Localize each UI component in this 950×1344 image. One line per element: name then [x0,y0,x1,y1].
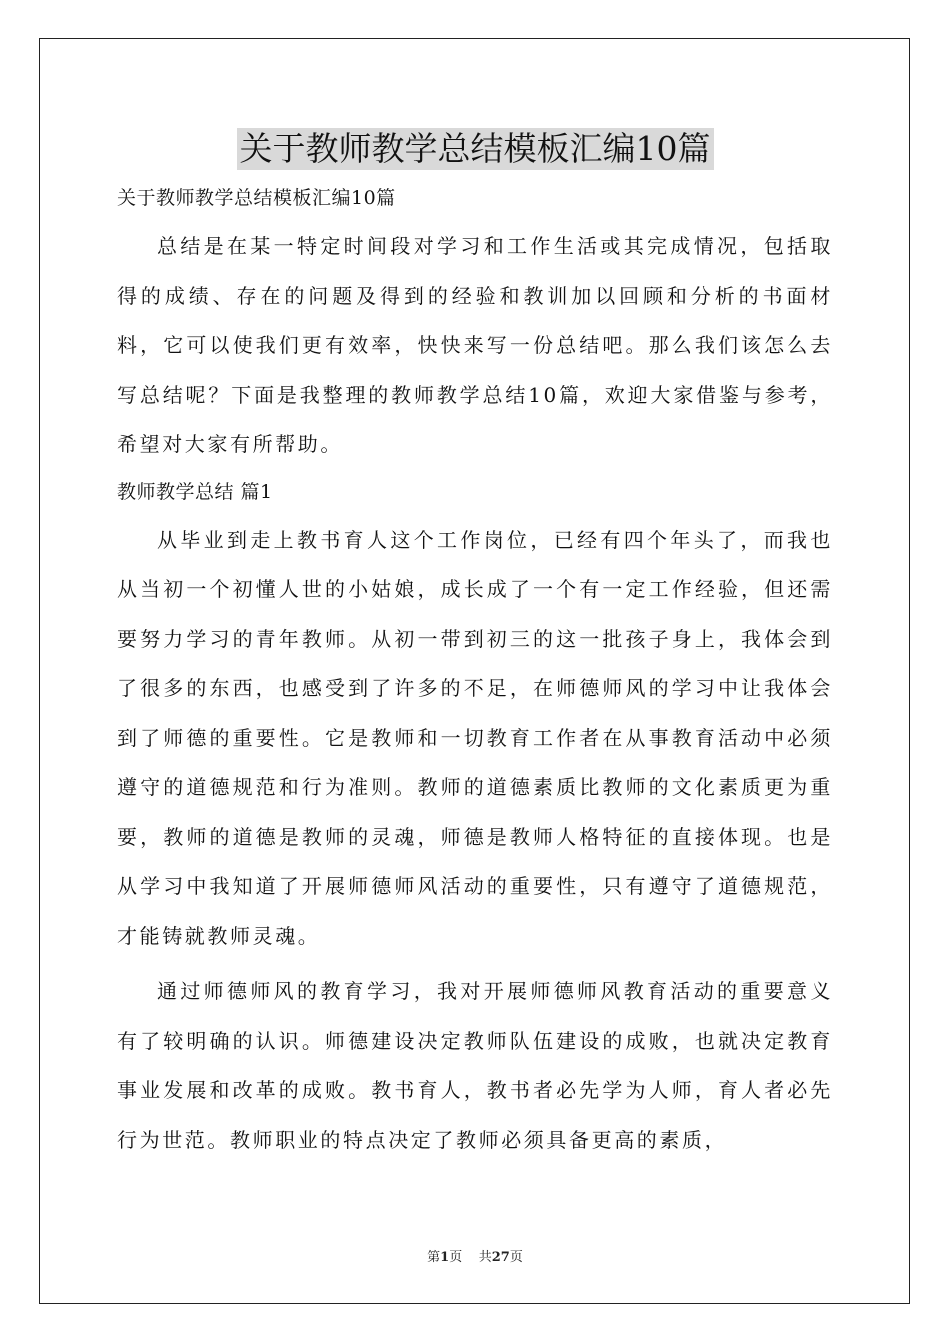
page-footer [0,1246,950,1265]
footer-total-prefix: 共 [478,1250,492,1265]
footer-page-unit: 页 [449,1250,463,1265]
document-title: 关于教师教学总结模板汇编10篇 [237,128,714,170]
section-heading: 教师教学总结 篇1 [117,480,273,503]
footer-page-current: 1 [440,1250,450,1265]
document-body [117,180,833,1165]
document-subtitle: 关于教师教学总结模板汇编10篇 [117,187,396,209]
body-paragraph-2: 通过师德师风的教育学习，我对开展师德师风教育活动的重要意义有了较明确的认识。师德建设决定教师队伍建设的成败，也就决定教育事业发展和改革的成败。教书育人，教书者必先学为人师，育人者必先行为世范。教师职业的特点决定了教师必须具备更高的素质， [117,979,833,1152]
intro-paragraph: 总结是在某一特定时间段对学习和工作生活或其完成情况，包括取得的成绩、存在的问题及得到的经验和教训加以回顾和分析的书面材料，它可以使我们更有效率，快快来写一份总结吧。那么我们该怎么去写总结呢？下面是我整理的教师教学总结10篇，欢迎大家借鉴与参考，希望对大家有所帮助。 [117,234,833,456]
footer-page-prefix: 第 [427,1250,441,1265]
body-paragraph-1: 从毕业到走上教书育人这个工作岗位，已经有四个年头了，而我也从当初一个初懂人世的小姑娘，成长成了一个有一定工作经验，但还需要努力学习的青年教师。从初一带到初三的这一批孩子身上，我体会到了很多的东西，也感受到了许多的不足，在师德师风的学习中让我体会到了师德的重要性。它是教师和一切教育工作者在从事教育活动中必须遵守的道德规范和行为准则。教师的道德素质比教师的文化素质更为重要，教师的道德是教师的灵魂，师德是教师人格特征的直接体现。也是从学习中我知道了开展师德师风活动的重要性，只有遵守了道德规范，才能铸就教师灵魂。 [117,527,833,948]
footer-page-total: 27 [491,1250,510,1265]
footer-total-unit: 页 [509,1250,523,1265]
title-container [0,128,950,170]
